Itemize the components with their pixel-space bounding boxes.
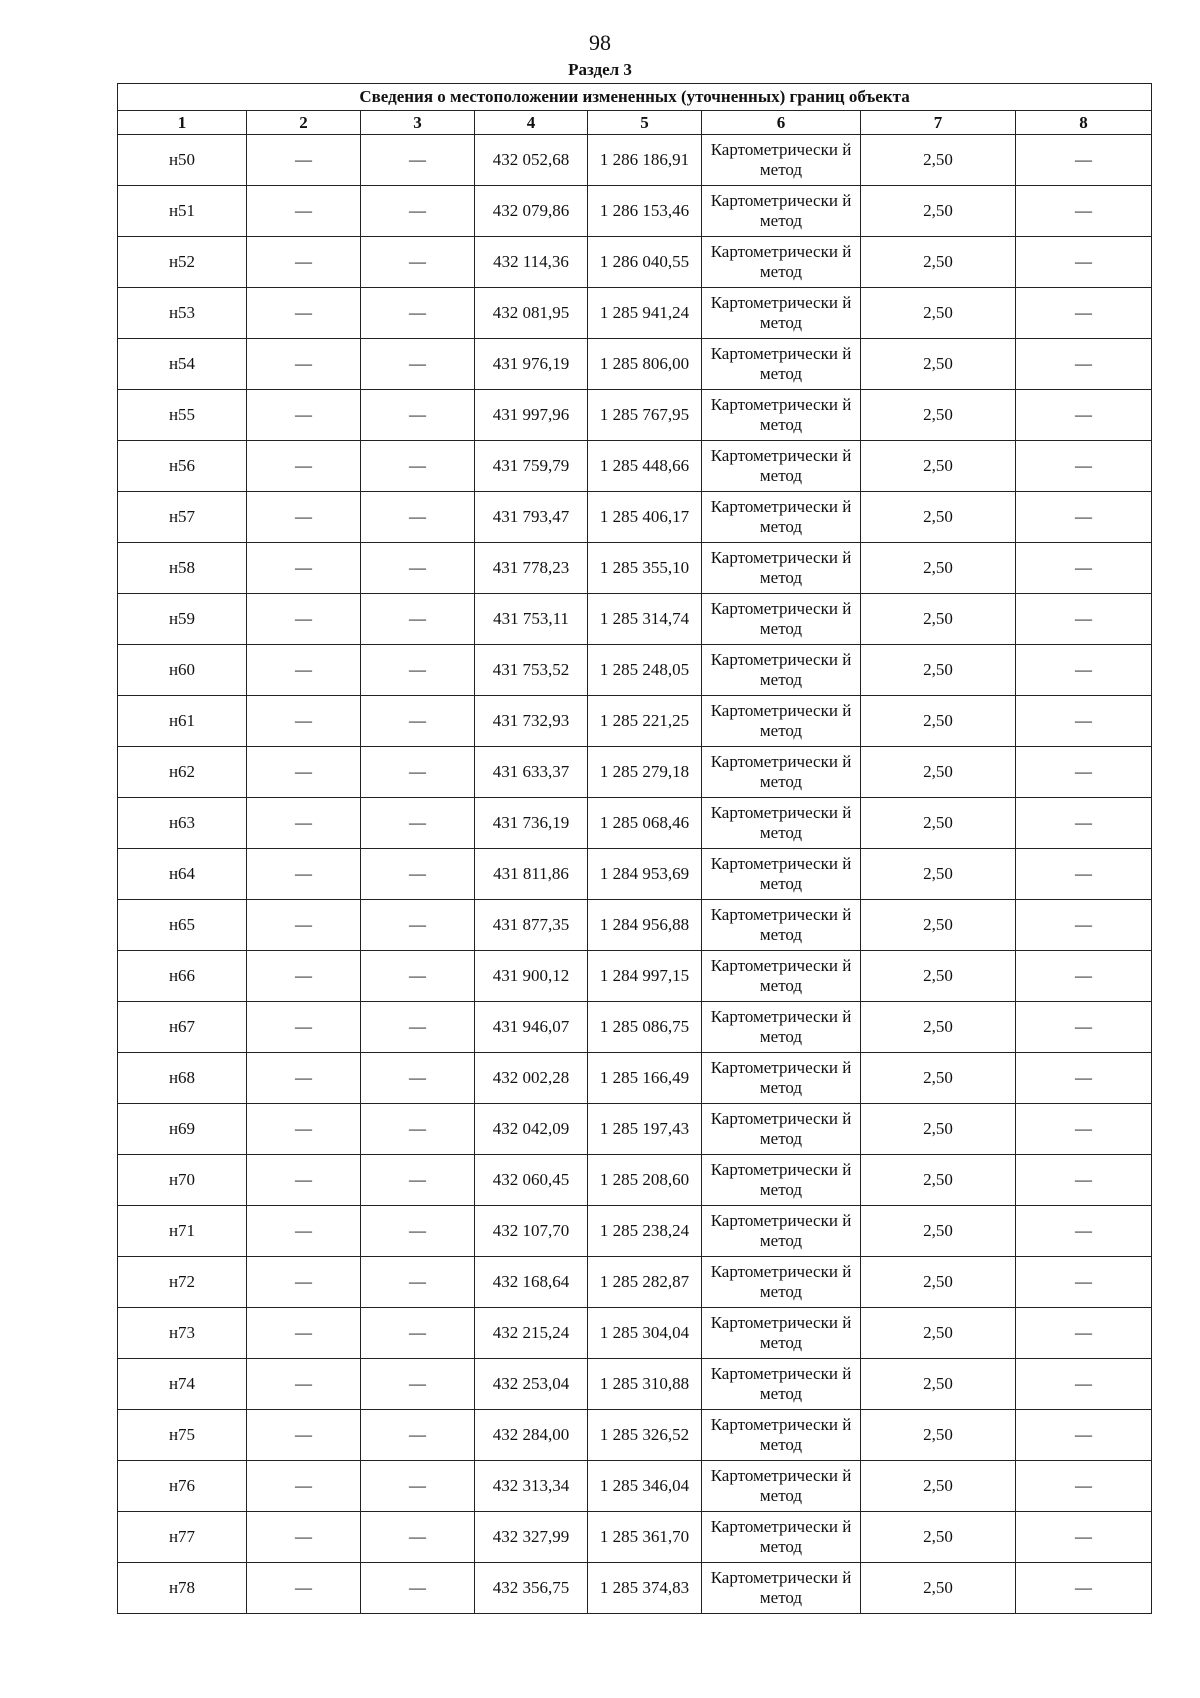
empty-dash-cell: — bbox=[247, 747, 361, 798]
method-cell: Картометрически й метод bbox=[702, 543, 861, 594]
y-coordinate-cell: 1 285 767,95 bbox=[588, 390, 702, 441]
accuracy-cell: 2,50 bbox=[861, 1512, 1016, 1563]
empty-dash-cell: — bbox=[247, 288, 361, 339]
point-name-cell: н73 bbox=[118, 1308, 247, 1359]
empty-dash-cell: — bbox=[247, 1104, 361, 1155]
table-row bbox=[118, 1155, 1152, 1206]
method-cell: Картометрически й метод bbox=[702, 594, 861, 645]
empty-dash-cell: — bbox=[1016, 1155, 1152, 1206]
empty-dash-cell: — bbox=[361, 1155, 475, 1206]
method-cell: Картометрически й метод bbox=[702, 288, 861, 339]
empty-dash-cell: — bbox=[247, 1410, 361, 1461]
empty-dash-cell: — bbox=[361, 747, 475, 798]
x-coordinate-cell: 432 313,34 bbox=[475, 1461, 588, 1512]
method-cell: Картометрически й метод bbox=[702, 951, 861, 1002]
y-coordinate-cell: 1 286 040,55 bbox=[588, 237, 702, 288]
table-row bbox=[118, 1563, 1152, 1614]
empty-dash-cell: — bbox=[1016, 696, 1152, 747]
empty-dash-cell: — bbox=[361, 237, 475, 288]
method-cell: Картометрически й метод bbox=[702, 1155, 861, 1206]
accuracy-cell: 2,50 bbox=[861, 1563, 1016, 1614]
point-name-cell: н56 bbox=[118, 441, 247, 492]
y-coordinate-cell: 1 284 997,15 bbox=[588, 951, 702, 1002]
table-row bbox=[118, 492, 1152, 543]
y-coordinate-cell: 1 285 279,18 bbox=[588, 747, 702, 798]
accuracy-cell: 2,50 bbox=[861, 747, 1016, 798]
x-coordinate-cell: 432 253,04 bbox=[475, 1359, 588, 1410]
method-cell: Картометрически й метод bbox=[702, 1257, 861, 1308]
method-cell: Картометрически й метод bbox=[702, 747, 861, 798]
empty-dash-cell: — bbox=[1016, 1206, 1152, 1257]
empty-dash-cell: — bbox=[247, 1257, 361, 1308]
table-row bbox=[118, 747, 1152, 798]
x-coordinate-cell: 431 976,19 bbox=[475, 339, 588, 390]
table-row bbox=[118, 1002, 1152, 1053]
method-cell: Картометрически й метод bbox=[702, 186, 861, 237]
y-coordinate-cell: 1 285 166,49 bbox=[588, 1053, 702, 1104]
empty-dash-cell: — bbox=[1016, 798, 1152, 849]
empty-dash-cell: — bbox=[1016, 900, 1152, 951]
empty-dash-cell: — bbox=[1016, 1053, 1152, 1104]
point-name-cell: н62 bbox=[118, 747, 247, 798]
empty-dash-cell: — bbox=[361, 696, 475, 747]
table-row bbox=[118, 135, 1152, 186]
empty-dash-cell: — bbox=[247, 237, 361, 288]
table-row bbox=[118, 390, 1152, 441]
empty-dash-cell: — bbox=[361, 1308, 475, 1359]
point-name-cell: н54 bbox=[118, 339, 247, 390]
y-coordinate-cell: 1 285 361,70 bbox=[588, 1512, 702, 1563]
y-coordinate-cell: 1 285 197,43 bbox=[588, 1104, 702, 1155]
empty-dash-cell: — bbox=[361, 849, 475, 900]
y-coordinate-cell: 1 286 186,91 bbox=[588, 135, 702, 186]
x-coordinate-cell: 431 811,86 bbox=[475, 849, 588, 900]
accuracy-cell: 2,50 bbox=[861, 951, 1016, 1002]
x-coordinate-cell: 432 215,24 bbox=[475, 1308, 588, 1359]
method-cell: Картометрически й метод bbox=[702, 1563, 861, 1614]
empty-dash-cell: — bbox=[1016, 1461, 1152, 1512]
table-row bbox=[118, 1053, 1152, 1104]
table-body bbox=[118, 135, 1152, 1614]
method-cell: Картометрически й метод bbox=[702, 1512, 861, 1563]
accuracy-cell: 2,50 bbox=[861, 1461, 1016, 1512]
y-coordinate-cell: 1 285 406,17 bbox=[588, 492, 702, 543]
point-name-cell: н69 bbox=[118, 1104, 247, 1155]
empty-dash-cell: — bbox=[247, 339, 361, 390]
point-name-cell: н60 bbox=[118, 645, 247, 696]
accuracy-cell: 2,50 bbox=[861, 900, 1016, 951]
x-coordinate-cell: 431 946,07 bbox=[475, 1002, 588, 1053]
method-cell: Картометрически й метод bbox=[702, 1002, 861, 1053]
empty-dash-cell: — bbox=[1016, 849, 1152, 900]
method-cell: Картометрически й метод bbox=[702, 1461, 861, 1512]
method-cell: Картометрически й метод bbox=[702, 1206, 861, 1257]
empty-dash-cell: — bbox=[361, 1053, 475, 1104]
accuracy-cell: 2,50 bbox=[861, 1359, 1016, 1410]
empty-dash-cell: — bbox=[247, 900, 361, 951]
y-coordinate-cell: 1 285 941,24 bbox=[588, 288, 702, 339]
method-cell: Картометрически й метод bbox=[702, 1308, 861, 1359]
table-caption-row bbox=[118, 84, 1152, 111]
empty-dash-cell: — bbox=[361, 1257, 475, 1308]
point-name-cell: н68 bbox=[118, 1053, 247, 1104]
table-row bbox=[118, 1512, 1152, 1563]
column-number: 6 bbox=[702, 111, 861, 135]
point-name-cell: н51 bbox=[118, 186, 247, 237]
empty-dash-cell: — bbox=[361, 1512, 475, 1563]
method-cell: Картометрически й метод bbox=[702, 900, 861, 951]
method-cell: Картометрически й метод bbox=[702, 1359, 861, 1410]
accuracy-cell: 2,50 bbox=[861, 237, 1016, 288]
empty-dash-cell: — bbox=[247, 1002, 361, 1053]
y-coordinate-cell: 1 285 374,83 bbox=[588, 1563, 702, 1614]
accuracy-cell: 2,50 bbox=[861, 849, 1016, 900]
x-coordinate-cell: 432 002,28 bbox=[475, 1053, 588, 1104]
y-coordinate-cell: 1 285 355,10 bbox=[588, 543, 702, 594]
empty-dash-cell: — bbox=[1016, 288, 1152, 339]
point-name-cell: н74 bbox=[118, 1359, 247, 1410]
empty-dash-cell: — bbox=[247, 798, 361, 849]
y-coordinate-cell: 1 285 310,88 bbox=[588, 1359, 702, 1410]
x-coordinate-cell: 431 778,23 bbox=[475, 543, 588, 594]
y-coordinate-cell: 1 285 346,04 bbox=[588, 1461, 702, 1512]
method-cell: Картометрически й метод bbox=[702, 237, 861, 288]
table-row bbox=[118, 645, 1152, 696]
accuracy-cell: 2,50 bbox=[861, 288, 1016, 339]
y-coordinate-cell: 1 285 248,05 bbox=[588, 645, 702, 696]
point-name-cell: н58 bbox=[118, 543, 247, 594]
column-number: 8 bbox=[1016, 111, 1152, 135]
empty-dash-cell: — bbox=[361, 951, 475, 1002]
y-coordinate-cell: 1 285 086,75 bbox=[588, 1002, 702, 1053]
table-row bbox=[118, 441, 1152, 492]
empty-dash-cell: — bbox=[247, 1461, 361, 1512]
empty-dash-cell: — bbox=[361, 492, 475, 543]
y-coordinate-cell: 1 285 208,60 bbox=[588, 1155, 702, 1206]
accuracy-cell: 2,50 bbox=[861, 1410, 1016, 1461]
point-name-cell: н75 bbox=[118, 1410, 247, 1461]
section-title: Раздел 3 bbox=[568, 60, 632, 79]
empty-dash-cell: — bbox=[247, 135, 361, 186]
empty-dash-cell: — bbox=[1016, 747, 1152, 798]
empty-dash-cell: — bbox=[361, 1461, 475, 1512]
empty-dash-cell: — bbox=[1016, 1410, 1152, 1461]
table-row bbox=[118, 696, 1152, 747]
empty-dash-cell: — bbox=[361, 135, 475, 186]
empty-dash-cell: — bbox=[361, 1206, 475, 1257]
table-row bbox=[118, 288, 1152, 339]
empty-dash-cell: — bbox=[1016, 1512, 1152, 1563]
table-row bbox=[118, 1206, 1152, 1257]
table-row bbox=[118, 543, 1152, 594]
accuracy-cell: 2,50 bbox=[861, 543, 1016, 594]
empty-dash-cell: — bbox=[1016, 1359, 1152, 1410]
x-coordinate-cell: 432 356,75 bbox=[475, 1563, 588, 1614]
empty-dash-cell: — bbox=[361, 1002, 475, 1053]
empty-dash-cell: — bbox=[247, 849, 361, 900]
empty-dash-cell: — bbox=[1016, 339, 1152, 390]
empty-dash-cell: — bbox=[361, 543, 475, 594]
empty-dash-cell: — bbox=[247, 594, 361, 645]
accuracy-cell: 2,50 bbox=[861, 186, 1016, 237]
accuracy-cell: 2,50 bbox=[861, 1002, 1016, 1053]
empty-dash-cell: — bbox=[1016, 1002, 1152, 1053]
empty-dash-cell: — bbox=[1016, 390, 1152, 441]
empty-dash-cell: — bbox=[361, 390, 475, 441]
method-cell: Картометрически й метод bbox=[702, 798, 861, 849]
accuracy-cell: 2,50 bbox=[861, 492, 1016, 543]
point-name-cell: н64 bbox=[118, 849, 247, 900]
y-coordinate-cell: 1 284 953,69 bbox=[588, 849, 702, 900]
empty-dash-cell: — bbox=[247, 696, 361, 747]
column-number: 4 bbox=[475, 111, 588, 135]
y-coordinate-cell: 1 285 806,00 bbox=[588, 339, 702, 390]
accuracy-cell: 2,50 bbox=[861, 441, 1016, 492]
empty-dash-cell: — bbox=[361, 900, 475, 951]
table-row bbox=[118, 1410, 1152, 1461]
point-name-cell: н57 bbox=[118, 492, 247, 543]
empty-dash-cell: — bbox=[361, 339, 475, 390]
empty-dash-cell: — bbox=[1016, 1563, 1152, 1614]
method-cell: Картометрически й метод bbox=[702, 441, 861, 492]
x-coordinate-cell: 431 759,79 bbox=[475, 441, 588, 492]
point-name-cell: н59 bbox=[118, 594, 247, 645]
x-coordinate-cell: 431 900,12 bbox=[475, 951, 588, 1002]
point-name-cell: н61 bbox=[118, 696, 247, 747]
x-coordinate-cell: 432 107,70 bbox=[475, 1206, 588, 1257]
x-coordinate-cell: 431 753,11 bbox=[475, 594, 588, 645]
table-caption: Сведения о местоположении измененных (уточненных) границ объекта bbox=[118, 84, 1152, 111]
x-coordinate-cell: 432 327,99 bbox=[475, 1512, 588, 1563]
point-name-cell: н63 bbox=[118, 798, 247, 849]
method-cell: Картометрически й метод bbox=[702, 849, 861, 900]
point-name-cell: н70 bbox=[118, 1155, 247, 1206]
y-coordinate-cell: 1 285 282,87 bbox=[588, 1257, 702, 1308]
accuracy-cell: 2,50 bbox=[861, 1155, 1016, 1206]
y-coordinate-cell: 1 285 068,46 bbox=[588, 798, 702, 849]
empty-dash-cell: — bbox=[247, 1512, 361, 1563]
accuracy-cell: 2,50 bbox=[861, 1053, 1016, 1104]
method-cell: Картометрически й метод bbox=[702, 390, 861, 441]
accuracy-cell: 2,50 bbox=[861, 339, 1016, 390]
x-coordinate-cell: 431 736,19 bbox=[475, 798, 588, 849]
table-row bbox=[118, 900, 1152, 951]
empty-dash-cell: — bbox=[361, 186, 475, 237]
x-coordinate-cell: 432 042,09 bbox=[475, 1104, 588, 1155]
method-cell: Картометрически й метод bbox=[702, 492, 861, 543]
point-name-cell: н65 bbox=[118, 900, 247, 951]
empty-dash-cell: — bbox=[1016, 186, 1152, 237]
empty-dash-cell: — bbox=[361, 594, 475, 645]
table-row bbox=[118, 339, 1152, 390]
x-coordinate-cell: 432 114,36 bbox=[475, 237, 588, 288]
accuracy-cell: 2,50 bbox=[861, 798, 1016, 849]
point-name-cell: н76 bbox=[118, 1461, 247, 1512]
accuracy-cell: 2,50 bbox=[861, 390, 1016, 441]
empty-dash-cell: — bbox=[361, 1359, 475, 1410]
empty-dash-cell: — bbox=[361, 1563, 475, 1614]
empty-dash-cell: — bbox=[361, 798, 475, 849]
empty-dash-cell: — bbox=[1016, 441, 1152, 492]
column-number: 5 bbox=[588, 111, 702, 135]
accuracy-cell: 2,50 bbox=[861, 1206, 1016, 1257]
empty-dash-cell: — bbox=[247, 1359, 361, 1410]
empty-dash-cell: — bbox=[247, 1206, 361, 1257]
table-row bbox=[118, 951, 1152, 1002]
empty-dash-cell: — bbox=[247, 492, 361, 543]
method-cell: Картометрически й метод bbox=[702, 645, 861, 696]
y-coordinate-cell: 1 285 326,52 bbox=[588, 1410, 702, 1461]
accuracy-cell: 2,50 bbox=[861, 696, 1016, 747]
empty-dash-cell: — bbox=[247, 390, 361, 441]
table-row bbox=[118, 1308, 1152, 1359]
point-name-cell: н53 bbox=[118, 288, 247, 339]
empty-dash-cell: — bbox=[1016, 1257, 1152, 1308]
x-coordinate-cell: 431 997,96 bbox=[475, 390, 588, 441]
point-name-cell: н78 bbox=[118, 1563, 247, 1614]
y-coordinate-cell: 1 285 448,66 bbox=[588, 441, 702, 492]
y-coordinate-cell: 1 286 153,46 bbox=[588, 186, 702, 237]
x-coordinate-cell: 431 732,93 bbox=[475, 696, 588, 747]
point-name-cell: н77 bbox=[118, 1512, 247, 1563]
empty-dash-cell: — bbox=[361, 1104, 475, 1155]
table-row bbox=[118, 1257, 1152, 1308]
column-number-row bbox=[118, 111, 1152, 135]
column-number: 1 bbox=[118, 111, 247, 135]
x-coordinate-cell: 431 753,52 bbox=[475, 645, 588, 696]
empty-dash-cell: — bbox=[247, 951, 361, 1002]
column-number: 7 bbox=[861, 111, 1016, 135]
table-row bbox=[118, 1461, 1152, 1512]
column-number: 2 bbox=[247, 111, 361, 135]
empty-dash-cell: — bbox=[247, 1053, 361, 1104]
point-name-cell: н72 bbox=[118, 1257, 247, 1308]
x-coordinate-cell: 431 633,37 bbox=[475, 747, 588, 798]
empty-dash-cell: — bbox=[1016, 594, 1152, 645]
empty-dash-cell: — bbox=[1016, 951, 1152, 1002]
empty-dash-cell: — bbox=[1016, 1308, 1152, 1359]
empty-dash-cell: — bbox=[247, 1563, 361, 1614]
y-coordinate-cell: 1 285 314,74 bbox=[588, 594, 702, 645]
table-row bbox=[118, 186, 1152, 237]
accuracy-cell: 2,50 bbox=[861, 645, 1016, 696]
column-number: 3 bbox=[361, 111, 475, 135]
empty-dash-cell: — bbox=[361, 645, 475, 696]
x-coordinate-cell: 431 793,47 bbox=[475, 492, 588, 543]
empty-dash-cell: — bbox=[361, 1410, 475, 1461]
table-row bbox=[118, 849, 1152, 900]
empty-dash-cell: — bbox=[247, 1308, 361, 1359]
x-coordinate-cell: 432 060,45 bbox=[475, 1155, 588, 1206]
method-cell: Картометрически й метод bbox=[702, 1053, 861, 1104]
accuracy-cell: 2,50 bbox=[861, 594, 1016, 645]
empty-dash-cell: — bbox=[1016, 1104, 1152, 1155]
point-name-cell: н55 bbox=[118, 390, 247, 441]
accuracy-cell: 2,50 bbox=[861, 1257, 1016, 1308]
x-coordinate-cell: 431 877,35 bbox=[475, 900, 588, 951]
accuracy-cell: 2,50 bbox=[861, 135, 1016, 186]
x-coordinate-cell: 432 081,95 bbox=[475, 288, 588, 339]
empty-dash-cell: — bbox=[1016, 543, 1152, 594]
table-row bbox=[118, 594, 1152, 645]
point-name-cell: н50 bbox=[118, 135, 247, 186]
table-row bbox=[118, 798, 1152, 849]
empty-dash-cell: — bbox=[1016, 135, 1152, 186]
method-cell: Картометрически й метод bbox=[702, 1410, 861, 1461]
method-cell: Картометрически й метод bbox=[702, 696, 861, 747]
accuracy-cell: 2,50 bbox=[861, 1104, 1016, 1155]
y-coordinate-cell: 1 285 238,24 bbox=[588, 1206, 702, 1257]
x-coordinate-cell: 432 284,00 bbox=[475, 1410, 588, 1461]
table-row bbox=[118, 1104, 1152, 1155]
boundary-coordinates-table bbox=[117, 83, 1152, 1614]
empty-dash-cell: — bbox=[361, 288, 475, 339]
empty-dash-cell: — bbox=[247, 186, 361, 237]
point-name-cell: н67 bbox=[118, 1002, 247, 1053]
empty-dash-cell: — bbox=[1016, 492, 1152, 543]
point-name-cell: н66 bbox=[118, 951, 247, 1002]
accuracy-cell: 2,50 bbox=[861, 1308, 1016, 1359]
method-cell: Картометрически й метод bbox=[702, 1104, 861, 1155]
y-coordinate-cell: 1 285 221,25 bbox=[588, 696, 702, 747]
method-cell: Картометрически й метод bbox=[702, 135, 861, 186]
empty-dash-cell: — bbox=[247, 441, 361, 492]
point-name-cell: н71 bbox=[118, 1206, 247, 1257]
table-row bbox=[118, 237, 1152, 288]
empty-dash-cell: — bbox=[247, 1155, 361, 1206]
empty-dash-cell: — bbox=[1016, 237, 1152, 288]
x-coordinate-cell: 432 168,64 bbox=[475, 1257, 588, 1308]
empty-dash-cell: — bbox=[1016, 645, 1152, 696]
empty-dash-cell: — bbox=[361, 441, 475, 492]
x-coordinate-cell: 432 052,68 bbox=[475, 135, 588, 186]
x-coordinate-cell: 432 079,86 bbox=[475, 186, 588, 237]
y-coordinate-cell: 1 285 304,04 bbox=[588, 1308, 702, 1359]
point-name-cell: н52 bbox=[118, 237, 247, 288]
empty-dash-cell: — bbox=[247, 543, 361, 594]
table-row bbox=[118, 1359, 1152, 1410]
y-coordinate-cell: 1 284 956,88 bbox=[588, 900, 702, 951]
empty-dash-cell: — bbox=[247, 645, 361, 696]
method-cell: Картометрически й метод bbox=[702, 339, 861, 390]
page-number: 98 bbox=[589, 30, 611, 55]
